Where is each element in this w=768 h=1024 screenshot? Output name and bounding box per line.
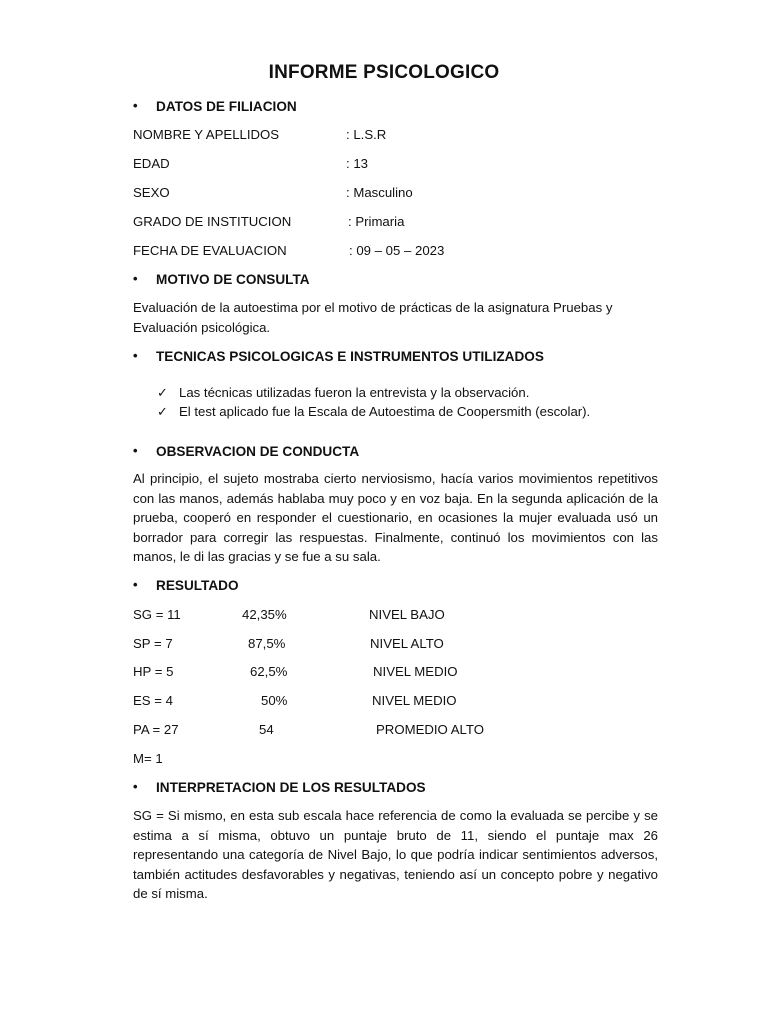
checkmark-icon: ✓ [157,404,168,419]
result-scale: SP = 7 [133,636,173,651]
bullet-icon: • [133,271,138,286]
bullet-icon: • [133,779,138,794]
result-level: NIVEL BAJO [369,607,445,622]
field-value-nombre: : L.S.R [346,127,387,142]
document-title: INFORME PSICOLOGICO [268,62,500,83]
result-percent: 62,5% [250,664,288,679]
document-page: INFORME PSICOLOGICO • DATOS DE FILIACION NOMBRE Y APELLIDOS : L.S.R EDAD : 13 SEXO : Masculino GRADO DE INSTITUCION : Primaria FECHA DE EVALUACION : 09 – 05 – 2023 • MOTIVO DE CONSULTA Evaluación de la autoestima por el motivo de prácticas de la asignatura Pruebas y Evaluación psicológica. • TECNICAS PSICOLOGICAS E INSTRUMENTOS UTILIZADOS ✓ Las técnicas utilizadas fueron la entrevista y la observación. ✓ El test aplicado fue la Escala de Autoestima de Coopersmith (escolar). • OBSERVACION DE CONDUCTA Al principio, el sujeto mostraba cierto nerviosismo, hacía varios movimientos repetitivos con las manos, además hablaba muy poco y en voz baja. En la segunda aplicación de la prueba, cooperó en responder el cuestionario, en ocasiones la mujer evaluada usó un borrador para corregir las respuestas. Finalmente, continuó los movimientos con las manos, le di las gracias y se fue a su sala. • RESULTADO SG = 11 42,35% NIVEL BAJO SP = 7 87,5% NIVEL ALTO HP = 5 62,5% NIVEL MEDIO ES = 4 50% NIVEL MEDIO PA = 27 54 PROMEDIO ALTO M= 1 • INTERPRETACION DE LOS RESULTADOS SG = Si mismo, en esta sub escala hace referencia de como la evaluada se percibe y se estima a sí misma, obtuvo un puntaje bruto de 11, siendo el puntaje max 26 representando una categoría de Nivel Bajo, lo que podría indicar sentimientos adversos, también actitudes desfavorables y negativas, teniendo así un concepto pobre y negativo de sí misma. [0,0,768,1024]
field-label-grado: GRADO DE INSTITUCION [133,214,292,229]
result-percent: 50% [261,693,288,708]
field-label-sexo: SEXO [133,185,170,200]
result-scale: SG = 11 [133,607,181,622]
result-scale: ES = 4 [133,693,173,708]
observacion-paragraph: Al principio, el sujeto mostraba cierto nerviosismo, hacía varios movimientos repetitivos con las manos, además hablaba muy poco y en voz baja. En la segunda aplicación de la prueba, cooperó en responder el cuestionario, en ocasiones la mujer evaluada usó un borrador para corregir las respuestas. Finalmente, continuó los movimientos con las manos, le di las gracias y se fue a su sala. [133,471,658,565]
interpretacion-paragraph: SG = Si mismo, en esta sub escala hace referencia de como la evaluada se percibe y se estima a sí misma, obtuvo un puntaje bruto de 11, siendo el puntaje max 26 representando una categoría de Nivel Bajo, lo que podría indicar sentimientos adversos, también actitudes desfavorables y negativas, teniendo así un concepto pobre y negativo de sí misma. [133,808,658,902]
result-percent: 42,35% [242,607,287,622]
bullet-icon: • [133,443,138,458]
result-level: PROMEDIO ALTO [376,722,484,737]
result-scale: PA = 27 [133,722,179,737]
bullet-icon: • [133,577,138,592]
result-percent: 87,5% [248,636,286,651]
field-label-nombre: NOMBRE Y APELLIDOS [133,127,280,142]
bullet-icon: • [133,98,138,113]
field-value-sexo: : Masculino [346,185,413,200]
field-label-edad: EDAD [133,156,170,171]
result-level: NIVEL MEDIO [372,693,457,708]
result-level: NIVEL ALTO [370,636,444,651]
field-value-grado: : Primaria [348,214,405,229]
m-value: M= 1 [133,751,163,766]
bullet-icon: • [133,348,138,363]
motivo-paragraph: Evaluación de la autoestima por el motivo de prácticas de la asignatura Pruebas y Evaluación psicológica. [133,300,613,335]
checkmark-icon: ✓ [157,385,168,400]
field-value-edad: : 13 [346,156,368,171]
result-percent: 54 [259,722,274,737]
field-value-fecha: : 09 – 05 – 2023 [349,243,445,258]
result-level: NIVEL MEDIO [373,664,458,679]
field-label-fecha: FECHA DE EVALUACION [133,243,287,258]
result-scale: HP = 5 [133,664,174,679]
